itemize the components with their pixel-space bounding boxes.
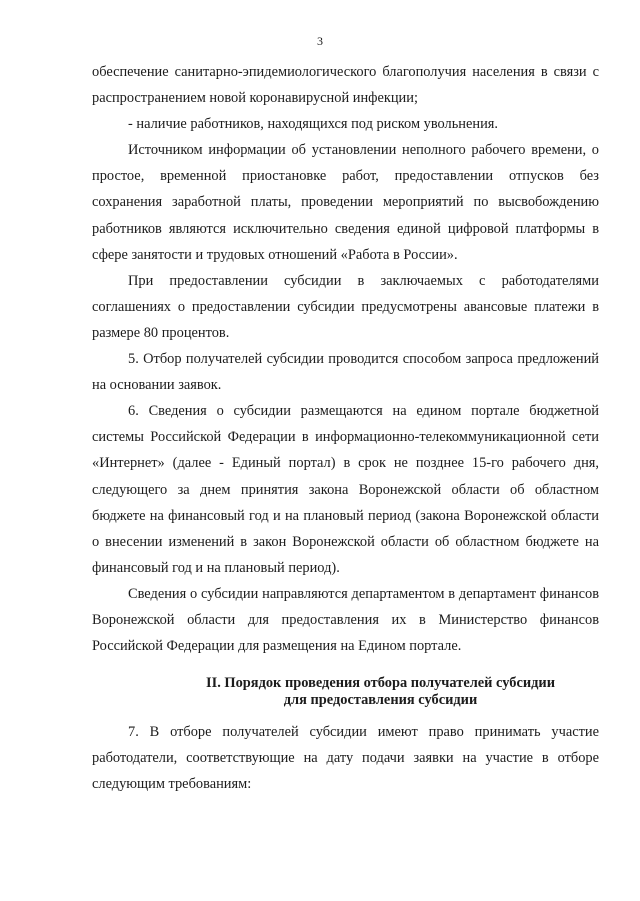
page-number: 3 — [317, 34, 323, 48]
paragraph-item-7: 7. В отборе получателей субсидии имеют право принимать участие работодатели, соответствующие на дату подачи заявки на участие в отборе следующим требованиям: — [92, 724, 599, 793]
paragraph-item-6: 6. Сведения о субсидии размещаются на едином портале бюджетной системы Российской Федерации в информационно-телекоммуникационной сети «Интернет» (далее - Единый портал) в срок не позднее 15-го рабочего дня, следующего за днем принятия закона Воронежской области об областном бюджете на финансовый год и на плановый период (закона Воронежской области о внесении изменений в закон Воронежской области об областном бюджете на финансовый год и на плановый период). — [92, 403, 599, 576]
section-heading-line-2: для предоставления субсидии — [283, 692, 478, 709]
paragraph-item-5: 5. Отбор получателей субсидии проводится способом запроса предложений на основании заявок. — [92, 351, 599, 394]
section-heading — [92, 675, 599, 709]
document-body — [92, 59, 599, 797]
section-heading-line-1: II. Порядок проведения отбора получателей субсидии — [206, 675, 555, 692]
paragraph-ministry-info: Сведения о субсидии направляются департаментом в департамент финансов Воронежской области для предоставления их в Министерство финансов Российской Федерации для размещения на Едином портале. — [92, 585, 599, 655]
paragraph-sanitary-wellbeing: обеспечение санитарно-эпидемиологического благополучия населения в связи с распространением новой коронавирусной инфекции; — [92, 64, 599, 107]
paragraph-layoff-risk: - наличие работников, находящихся под риском увольнения. — [128, 116, 499, 133]
paragraph-information-source: Источником информации об установлении неполного рабочего времени, о простое, временной приостановке работ, предоставлении отпусков без сохранения заработной платы, проведении мероприятий по высвобождению работников являются исключительно сведения единой цифровой платформы в сфере занятости и трудовых отношений «Работа в России». — [92, 142, 599, 263]
paragraph-advance-payments: При предоставлении субсидии в заключаемых с работодателями соглашениях о предоставлении субсидии предусмотрены авансовые платежи в размере 80 процентов. — [92, 272, 599, 341]
